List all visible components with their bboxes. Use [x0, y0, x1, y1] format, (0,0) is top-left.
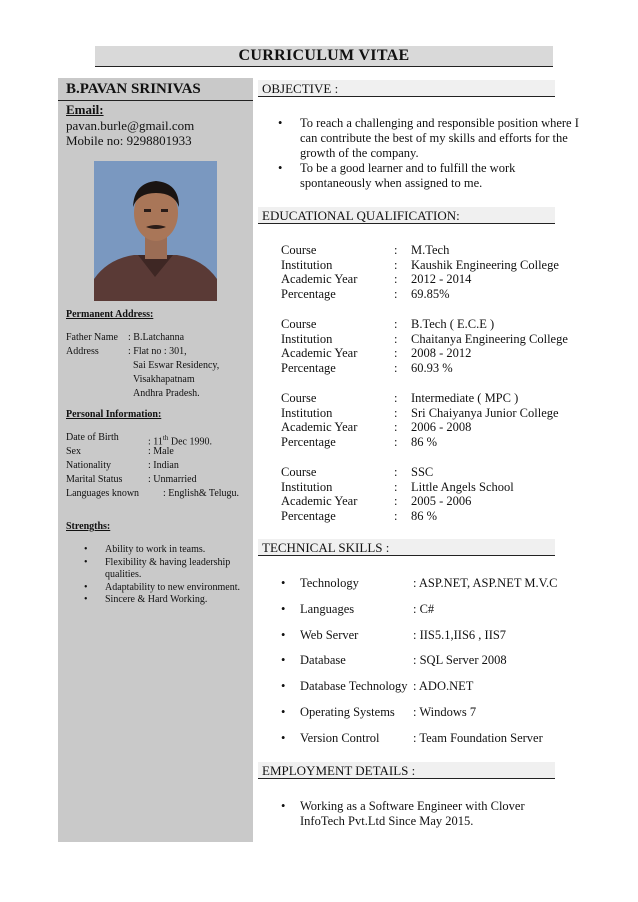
strength-item: • Adaptability to new environment. — [84, 582, 249, 595]
education-label: Institution — [281, 331, 333, 346]
address-value: : B.Latchanna — [128, 332, 185, 343]
colon-separator: : — [394, 243, 398, 257]
education-label: Percentage — [281, 435, 336, 450]
education-label: Institution — [281, 257, 333, 272]
technical-skill-key: Operating Systems — [300, 705, 395, 719]
education-value: 2008 - 2012 — [411, 346, 472, 361]
technical-skill-key: Database — [300, 653, 346, 668]
education-label: Course — [281, 391, 317, 405]
objective-item: • To reach a challenging and responsible position where I can contribute the best of my skills and efforts for the growth of the company. — [278, 116, 583, 161]
colon-separator: : — [394, 391, 398, 405]
education-label: Institution — [281, 405, 333, 420]
address-value: : Flat no : 301, — [128, 346, 187, 357]
colon-separator: : — [394, 420, 398, 435]
strength-item: • Sincere & Hard Working. — [84, 594, 249, 607]
education-value: B.Tech ( E.C.E ) — [411, 317, 495, 331]
bullet-icon: • — [281, 705, 286, 719]
education-value: SSC — [411, 465, 434, 479]
personal-key: Nationality — [66, 460, 111, 471]
education-value: 69.85% — [411, 287, 450, 302]
technical-skill-value: : IIS5.1,IIS6 , IIS7 — [413, 627, 507, 642]
education-heading: EDUCATIONAL QUALIFICATION: — [258, 207, 555, 224]
education-label: Percentage — [281, 509, 336, 524]
technical-skill-key: Technology — [300, 576, 359, 590]
technical-skill-key: Database Technology — [300, 679, 408, 694]
employment-list — [281, 799, 571, 829]
personal-value: : English& Telugu. — [163, 488, 240, 499]
strength-item: • Ability to work in teams. — [84, 544, 249, 557]
strengths-list — [84, 544, 249, 607]
colon-separator: : — [394, 331, 398, 346]
education-value: Sri Chaiyanya Junior College — [411, 405, 559, 420]
education-label: Course — [281, 243, 317, 257]
employment-heading: EMPLOYMENT DETAILS : — [258, 762, 555, 779]
permanent-address-heading: Permanent Address: — [66, 309, 154, 320]
education-label: Academic Year — [281, 420, 358, 435]
sidebar — [58, 78, 253, 842]
colon-separator: : — [394, 346, 398, 361]
address-value: Sai Eswar Residency, — [133, 360, 220, 371]
education-label: Course — [281, 465, 317, 479]
education-value: Intermediate ( MPC ) — [411, 391, 519, 405]
colon-separator: : — [394, 405, 398, 420]
objective-heading: OBJECTIVE : — [258, 80, 555, 97]
education-label: Academic Year — [281, 346, 358, 361]
personal-value: : 11th Dec 1990. — [148, 434, 212, 448]
colon-separator: : — [394, 465, 398, 479]
education-value: Chaitanya Engineering College — [411, 331, 568, 346]
colon-separator: : — [394, 272, 398, 287]
personal-key: Marital Status — [66, 474, 123, 485]
personal-key: Sex — [66, 446, 81, 457]
colon-separator: : — [394, 479, 398, 494]
education-label: Percentage — [281, 287, 336, 302]
employment-item: • Working as a Software Engineer with Clover InfoTech Pvt.Ltd Since May 2015. — [281, 799, 571, 829]
personal-key: Languages known — [66, 488, 140, 499]
education-value: 86 % — [411, 509, 438, 524]
education-label: Institution — [281, 479, 333, 494]
bullet-icon: • — [281, 653, 286, 668]
colon-separator: : — [394, 494, 398, 509]
bullet-icon: • — [281, 730, 286, 745]
technical-skill-key: Languages — [300, 601, 355, 616]
personal-value: : Indian — [148, 460, 179, 471]
person-photo-icon — [94, 161, 217, 301]
mobile-number: Mobile no: 9298801933 — [66, 133, 192, 148]
technical-skill-key: Web Server — [300, 627, 359, 642]
profile-photo — [94, 161, 217, 301]
objective-list — [278, 116, 583, 191]
address-value: Visakhapatnam — [133, 374, 195, 385]
personal-key: Date of Birth — [66, 432, 119, 443]
technical-skill-value: : SQL Server 2008 — [413, 653, 507, 668]
technical-skill-value: : ASP.NET, ASP.NET M.V.C — [413, 576, 558, 590]
technical-skill-value: : Windows 7 — [413, 705, 477, 719]
address-key: Address — [66, 346, 99, 357]
education-value: 2006 - 2008 — [411, 420, 472, 435]
technical-skill-value: : Team Foundation Server — [413, 730, 543, 745]
education-value: 60.93 % — [411, 361, 453, 376]
candidate-name: B.PAVAN SRINIVAS — [66, 81, 201, 97]
education-label: Academic Year — [281, 494, 358, 509]
personal-value: : Unmarried — [148, 474, 197, 485]
address-value: Andhra Pradesh. — [133, 388, 200, 399]
strengths-heading: Strengths: — [66, 521, 111, 532]
technical-skill-value: : ADO.NET — [413, 679, 474, 694]
personal-information-heading: Personal Information: — [66, 409, 162, 420]
education-label: Course — [281, 317, 317, 331]
colon-separator: : — [394, 435, 398, 450]
education-value: Little Angels School — [411, 479, 514, 494]
colon-separator: : — [394, 287, 398, 302]
colon-separator: : — [394, 317, 398, 331]
document-title: CURRICULUM VITAE — [95, 46, 553, 67]
education-label: Academic Year — [281, 272, 358, 287]
education-value: 2012 - 2014 — [411, 272, 472, 287]
bullet-icon: • — [281, 601, 286, 616]
address-key: Father Name — [66, 332, 118, 343]
personal-value: : Male — [148, 446, 174, 457]
email-label: Email: — [66, 102, 104, 117]
name-divider — [58, 100, 253, 101]
education-label: Percentage — [281, 361, 336, 376]
education-value: Kaushik Engineering College — [411, 257, 559, 272]
education-value: 2005 - 2006 — [411, 494, 472, 509]
education-value: 86 % — [411, 435, 438, 450]
strength-item: • Flexibility & having leadership qualities. — [84, 557, 249, 582]
technical-skills-heading: TECHNICAL SKILLS : — [258, 539, 555, 556]
colon-separator: : — [394, 361, 398, 376]
email-value[interactable]: pavan.burle@gmail.com — [66, 118, 195, 133]
colon-separator: : — [394, 509, 398, 524]
technical-skill-key: Version Control — [300, 730, 380, 745]
bullet-icon: • — [281, 627, 286, 642]
education-value: M.Tech — [411, 243, 450, 257]
technical-skill-value: : C# — [413, 601, 435, 616]
bullet-icon: • — [281, 576, 286, 590]
objective-item: • To be a good learner and to fulfill the work spontaneously when assigned to me. — [278, 161, 583, 191]
bullet-icon: • — [281, 679, 286, 694]
colon-separator: : — [394, 257, 398, 272]
